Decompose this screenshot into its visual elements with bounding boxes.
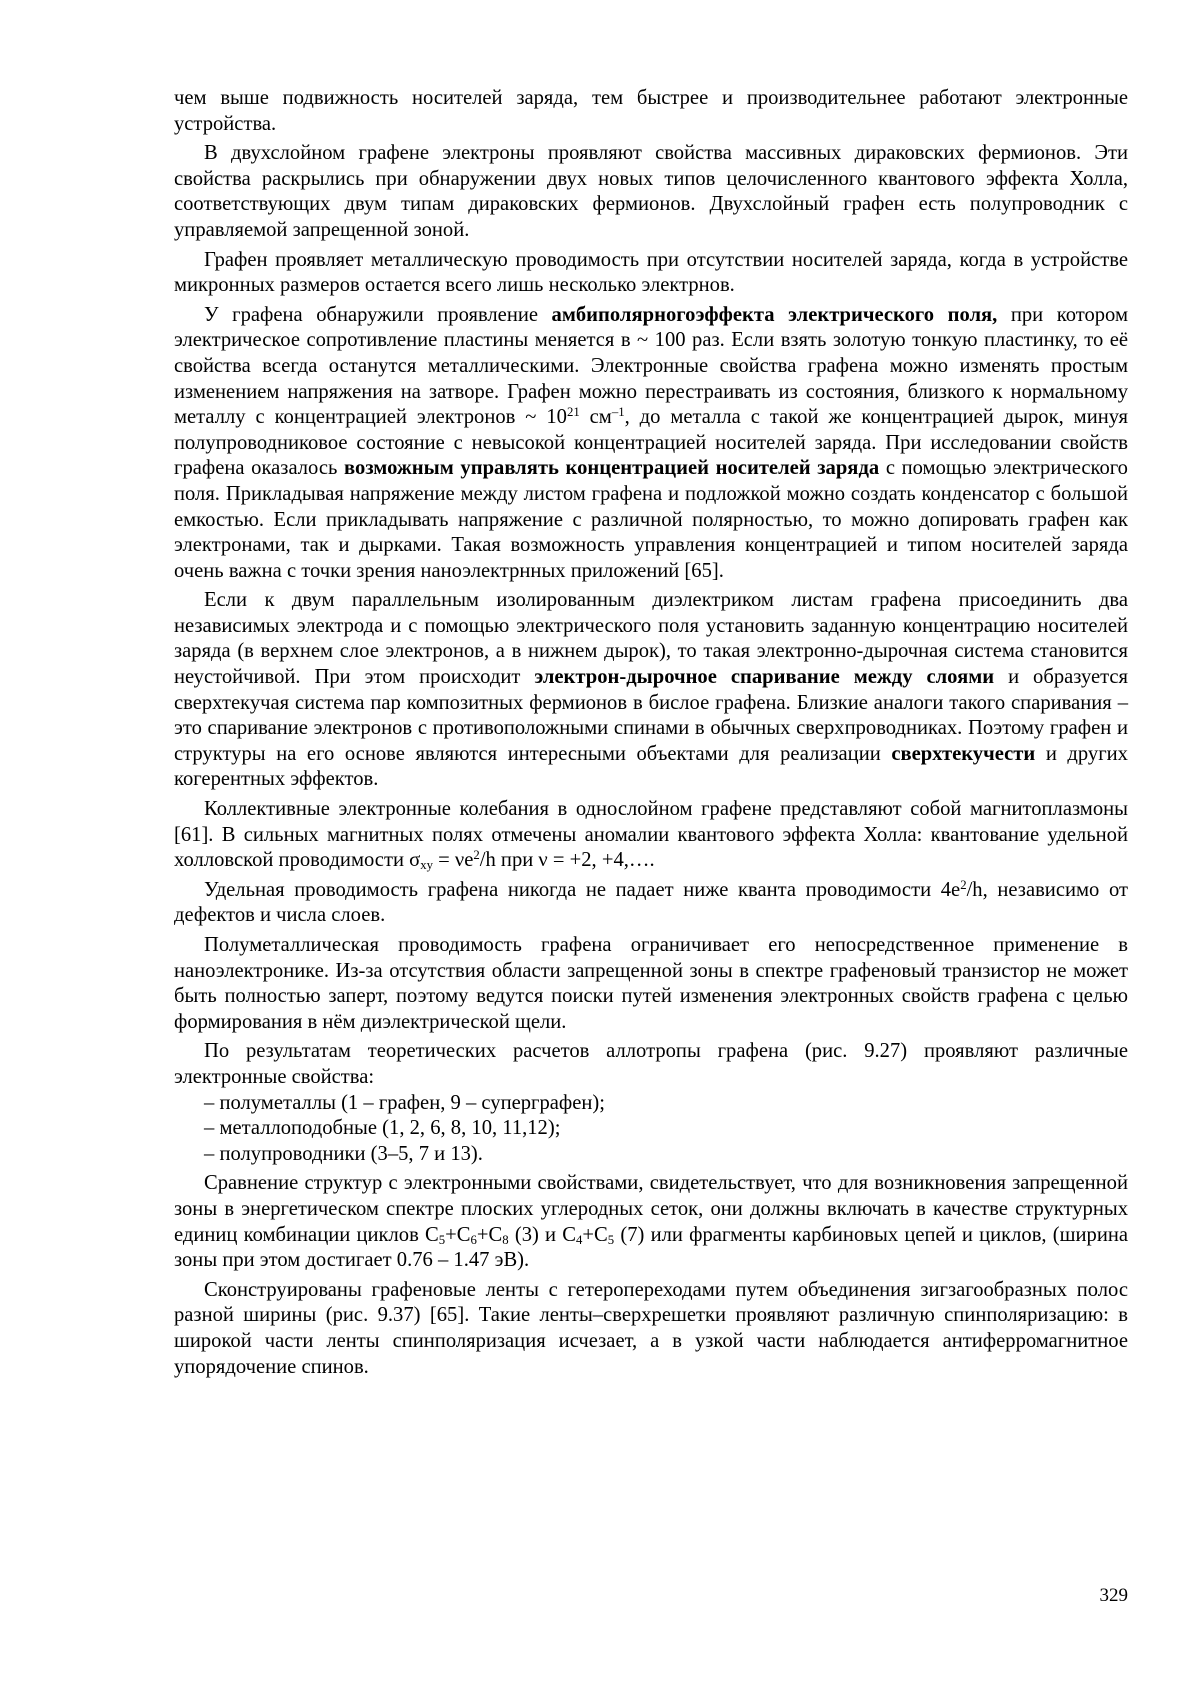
subscript-index: 6 <box>470 1232 477 1247</box>
bold-term-ambipolar-effect: амбиполярногоэффекта электрического поля, <box>551 303 998 326</box>
list-item: – полупроводники (3–5, 7 и 13). <box>204 1142 483 1165</box>
paragraph-5: Если к двум параллельным изолированным диэлектриком листам графена присоединить два независимых электрода и с помощью электрического поля установить заданную концентрацию носителей заряда (в верхнем слое электронов, а в нижнем дырок), то такая электронно-дырочная система становится неустойчивой. При этом происходит электрон-дырочное спаривание между слоями и образуется сверхтекучая система пар композитных фермионов в бислое графена. Близкие аналоги такого спаривания – это спаривание электронов с противоположными спинами в обычных сверхпроводниках. Поэтому графен и структуры на его основе являются интересными объектами для реализации сверхтекучести и других когерентных эффектов. <box>174 589 1128 791</box>
page-number: 329 <box>1099 1585 1128 1606</box>
subscript-index: 8 <box>502 1232 509 1247</box>
paragraph-10: Сравнение структур с электронными свойствами, свидетельствует, что для возникновения запрещенной зоны в энергетическом спектре плоских углеродных сеток, они должны включать в качестве структурных единиц комбинации циклов $C_5+C_6+C_8$ (3) и $C_4+C_5$ (7) или фрагменты карбиновых цепей и циклов, (ширина зоны при этом достигает 0.76 – 1.47 эВ). <box>174 1172 1128 1272</box>
bold-term-carrier-control: возможным управлять концентрацией носителей заряда <box>344 457 880 480</box>
paragraph-1: чем выше подвижность носителей заряда, тем быстрее и производительнее работают электронные устройства. <box>174 87 1128 135</box>
paragraph-11: Сконструированы графеновые ленты с гетеропереходами путем объединения зигзагообразных полос разной ширины (рис. 9.37) [65]. Такие ленты–сверхрешетки проявляют различную спинполяризацию: в широкой части ленты спинполяризация исчезает, а в узкой части наблюдается антиферромагнитное упорядочение спинов. <box>174 1278 1128 1378</box>
subscript-index: xy <box>420 858 433 873</box>
bold-term-electron-hole-pairing: электрон-дырочное спаривание между слоями <box>534 666 995 689</box>
superscript-exponent: 2 <box>960 877 967 892</box>
bold-term-superfluidity: сверхтекучести <box>891 742 1036 765</box>
paragraph-7: Удельная проводимость графена никогда не падает ниже кванта проводимости $4e^2/h$, независимо от дефектов и числа слоев. <box>174 877 1128 927</box>
paragraph-4: У графена обнаружили проявление амбиполярногоэффекта электрического поля, при котором электрическое сопротивление пластины меняется в ~ 100 раз. Если взять золотую тонкую пластинку, то её свойства всегда останутся металлическими. Электронные свойства графена можно изменять простым изменением напряжения на затворе. Графен можно перестраивать из состояния, близкого к нормальному металлу с концентрацией электронов ~ $10^{21}$ $см^{-1}$, до металла с такой же концентрацией дырок, минуя полупроводниковое состояние с невысокой концентрацией носителей заряда. При исследовании свойств графена оказалось возможным управлять концентрацией носителей заряда с помощью электрического поля. Прикладывая напряжение между листом графена и подложкой можно создать конденсатор с большой емкостью. Если прикладывать напряжение с различной полярностью, то можно допировать графен как электронами, так и дырками. Такая возможность управления концентрацией и типом носителей заряда очень важна с точки зрения наноэлектрнных приложений [65]. <box>174 303 1128 582</box>
list-item: – металлоподобные (1, 2, 6, 8, 10, 11,12); <box>204 1117 561 1140</box>
superscript-exponent: –1 <box>611 405 625 420</box>
superscript-exponent: 2 <box>473 848 480 863</box>
list-item: – полуметаллы (1 – графен, 9 – суперграфен); <box>204 1091 605 1114</box>
paragraph-3: Графен проявляет металлическую проводимость при отсутствии носителей заряда, когда в устройстве микронных размеров остается всего лишь несколько электрнов. <box>174 248 1128 297</box>
paragraph-8: Полуметаллическая проводимость графена ограничивает его непосредственное применение в наноэлектронике. Из-за отсутствия области запрещенной зоны в спектре графеновый транзистор не может быть полностью заперт, поэтому ведутся поиски путей изменения электронных свойств графена с целью формирования в нём диэлектрической щели. <box>174 934 1128 1033</box>
paragraph-9: По результатам теоретических расчетов аллотропы графена (рис. 9.27) проявляют различные электронные свойства: <box>174 1040 1128 1088</box>
superscript-exponent: 21 <box>566 405 580 420</box>
subscript-index: 5 <box>438 1232 446 1247</box>
body-text <box>174 86 1128 1380</box>
paragraph-2: В двухслойном графене электроны проявляют свойства массивных дираковских фермионов. Эти свойства раскрылись при обнаружении двух новых типов целочисленного квантового эффекта Холла, соответствующих двум типам дираковских фермионов. Двухслойный графен есть полупроводник с управляемой запрещенной зоной. <box>174 142 1128 241</box>
paragraph-6: Коллективные электронные колебания в однослойном графене представляют собой магнитоплазмоны [61]. В сильных магнитных полях отмечены аномалии квантового эффекта Холла: квантование удельной холловской проводимости $\sigma_{xy} = \nu e^2/h$ при ν = +2, +4,…. <box>174 798 1128 873</box>
subscript-index: 5 <box>607 1232 615 1247</box>
subscript-index: 4 <box>576 1232 583 1247</box>
